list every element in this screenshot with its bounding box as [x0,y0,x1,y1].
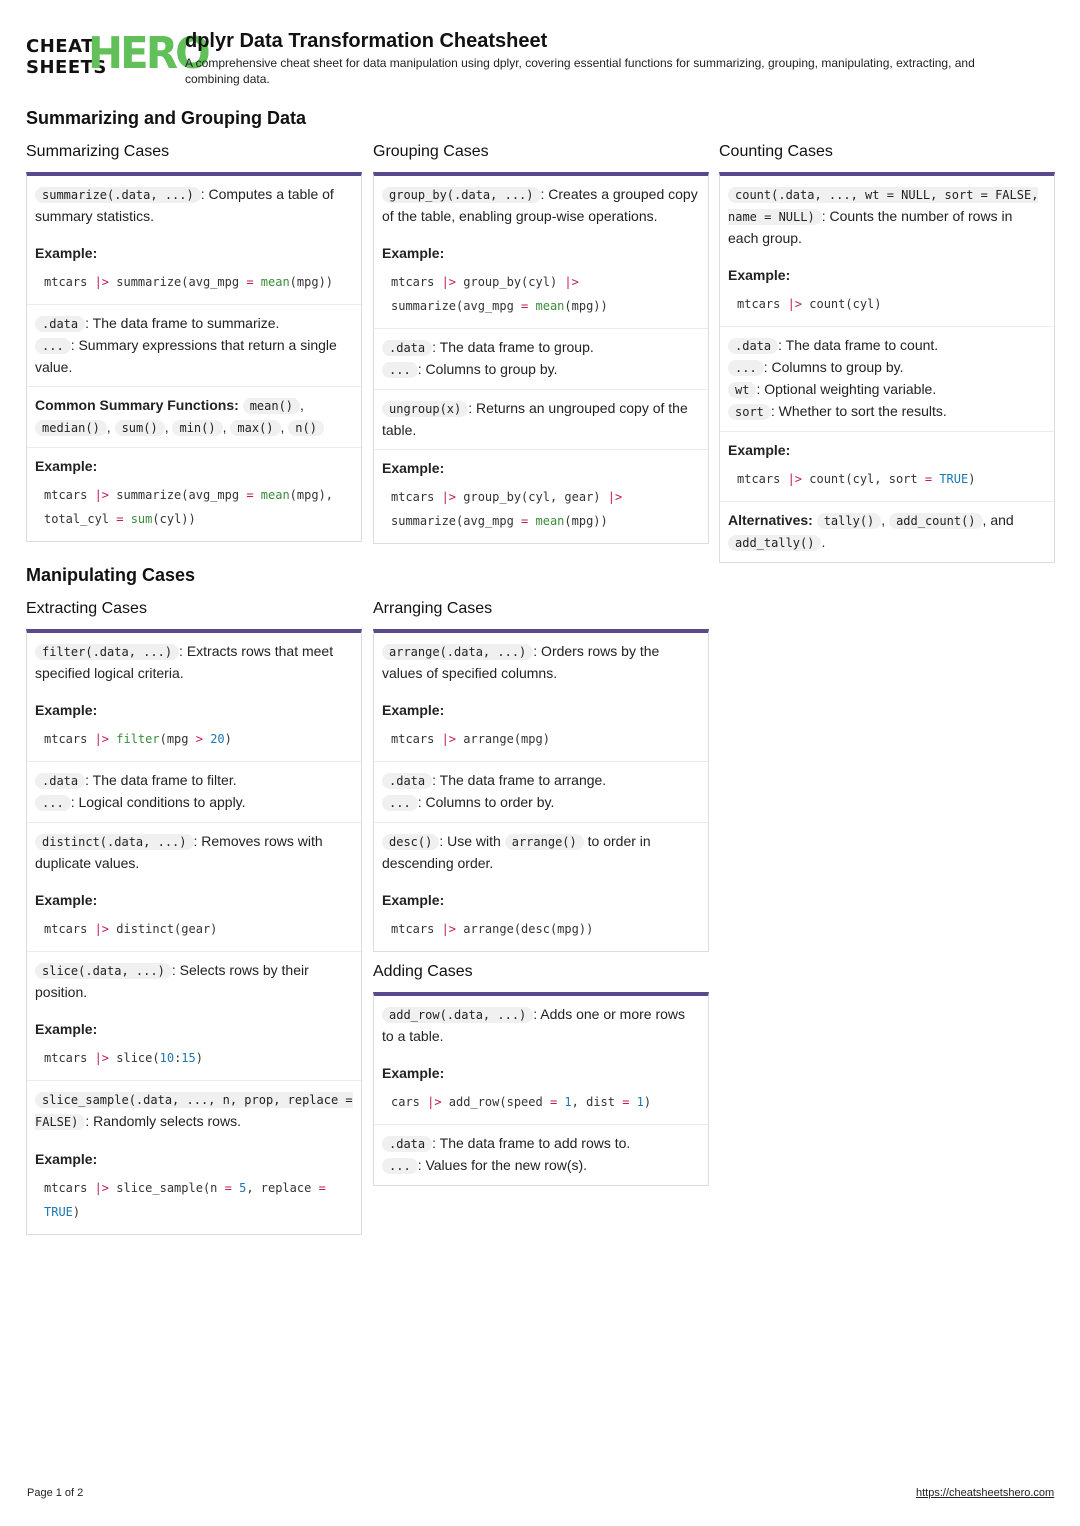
code-example: cars |> add_row(speed = 1, dist = 1) [391,1095,652,1109]
alt-label: Alternatives: [728,512,813,528]
fn-description: : Creates a grouped copy of the table, enabling group-wise operations. [382,186,698,224]
code-example: mtcars |> group_by(cyl) |> summarize(avg_mpg = mean(mpg)) [391,275,608,313]
distinct-block [27,823,361,952]
example-label: Example: [382,702,445,718]
code-example: mtcars |> filter(mpg > 20) [44,732,232,746]
arg-desc: : The data frame to filter. [85,772,237,788]
fn-signature: desc() [382,834,439,850]
arg-name: ... [382,795,418,811]
heading-arranging: Arranging Cases [373,600,493,617]
arg-desc: : Logical conditions to apply. [70,794,246,810]
common-fn: min() [172,420,222,436]
alt-fn: tally() [817,513,882,529]
code-example: mtcars |> arrange(mpg) [391,732,550,746]
filter-block [27,633,361,762]
fn-description: : Extracts rows that meet specified logical criteria. [35,643,334,681]
logo-sheets: SHEETS [26,57,107,78]
fn-signature: summarize(.data, ...) [35,187,201,203]
heading-counting: Counting Cases [719,143,833,160]
arg-name: wt [728,382,756,398]
fn-signature: filter(.data, ...) [35,644,179,660]
arg-desc: : Columns to group by. [417,361,558,377]
args-block [720,327,1054,432]
alt-end: . [821,534,826,550]
arg-name: .data [382,340,432,356]
arg-desc: : The data frame to add rows to. [432,1135,631,1151]
summarize-block [27,176,361,305]
card-grouping [373,172,709,544]
fn-description: to order in descending order. [382,833,651,871]
example-label: Example: [382,460,445,476]
fn-signature: distinct(.data, ...) [35,834,194,850]
card-arranging [373,629,709,952]
common-fn: mean() [243,398,300,414]
common-fn: median() [35,420,107,436]
common-fns-block: Common Summary Functions: mean() , median() , sum() , min() , max() , n() [27,387,361,448]
fn-description: : Orders rows by the values of specified columns. [382,643,660,681]
example-label: Example: [728,442,791,458]
logo[interactable] [26,28,208,80]
logo-hero: HERO [88,28,208,79]
arg-name: .data [35,316,85,332]
args-block [374,1125,708,1185]
example-label: Example: [35,458,98,474]
arg-name: ... [382,362,418,378]
arg-name: .data [35,773,85,789]
arg-desc: : Columns to order by. [417,794,555,810]
example-label: Example: [35,1151,98,1167]
common-fn: sum() [115,420,165,436]
arg-desc: : Summary expressions that return a single value. [35,337,337,375]
alt-and: , and [982,512,1014,528]
example-block [720,432,1054,502]
ungroup-block [374,390,708,450]
fn-signature: arrange(.data, ...) [382,644,533,660]
slice-sample-block [27,1081,361,1234]
alt-fn: add_count() [889,513,982,529]
arg-name: .data [728,338,778,354]
example-label: Example: [35,702,98,718]
arg-name: ... [35,338,71,354]
heading-extracting: Extracting Cases [26,600,147,617]
logo-cheat: CHEAT [26,36,94,57]
fn-signature: count(.data, ..., wt = NULL, sort = FALSE, name = NULL) [728,188,1039,224]
arg-desc: : The data frame to group. [432,339,594,355]
example-label: Example: [728,267,791,283]
group-by-block [374,176,708,329]
card-counting [719,172,1055,563]
heading-adding: Adding Cases [373,963,473,980]
fn-signature: ungroup(x) [382,401,468,417]
arrange-block [374,633,708,762]
example-label: Example: [382,892,445,908]
code-example: mtcars |> arrange(desc(mpg)) [391,922,594,936]
card-summarizing [26,172,362,542]
add-row-block [374,996,708,1125]
slice-block [27,952,361,1081]
arg-desc: : The data frame to summarize. [85,315,280,331]
code-example: mtcars |> slice(10:15) [44,1051,203,1065]
count-block [720,176,1054,327]
code-example: mtcars |> count(cyl, sort = TRUE) [737,472,976,486]
fn-description: : Computes a table of summary statistics. [35,186,334,224]
common-fn: n() [288,420,324,436]
heading-grouping: Grouping Cases [373,143,489,160]
fn-description: : Counts the number of rows in each group. [728,208,1013,246]
example-label: Example: [382,245,445,261]
fn-description: : Adds one or more rows to a table. [382,1006,686,1044]
fn-description: : Returns an ungrouped copy of the table. [382,400,688,438]
arg-desc: : Whether to sort the results. [770,403,947,419]
arg-name: ... [382,1158,418,1174]
fn-description: : Use with [439,833,501,849]
arg-name: .data [382,1136,432,1152]
arg-name: .data [382,773,432,789]
example-label: Example: [35,1021,98,1037]
fn-signature: slice_sample(.data, ..., n, prop, replace = FALSE) [35,1093,353,1129]
arg-desc: : The data frame to arrange. [432,772,607,788]
fn-description: : Randomly selects rows. [85,1113,241,1129]
arg-desc: : The data frame to count. [778,337,939,353]
arg-name: ... [35,795,71,811]
example-block [27,448,361,541]
fn-signature: add_row(.data, ...) [382,1007,533,1023]
arg-desc: : Optional weighting variable. [756,381,937,397]
site-link[interactable]: https://cheatsheetshero.com [916,1487,1055,1499]
alt-fn: add_tally() [728,535,821,551]
section-summarizing-grouping: Summarizing and Grouping Data [26,108,307,128]
page-number: Page 1 of 2 [27,1487,84,1499]
fn-description: : Removes rows with duplicate values. [35,833,323,871]
common-fn: max() [230,420,280,436]
args-block [374,329,708,390]
fn-description: : Selects rows by their position. [35,962,309,1000]
example-block [374,450,708,543]
fn-signature: slice(.data, ...) [35,963,172,979]
card-extracting [26,629,362,1235]
arg-desc: : Values for the new row(s). [417,1157,588,1173]
desc-block [374,823,708,951]
arg-name: sort [728,404,771,420]
code-example: mtcars |> distinct(gear) [44,922,218,936]
code-example: mtcars |> group_by(cyl, gear) |> summarize(avg_mpg = mean(mpg)) [391,490,623,528]
args-block [27,762,361,823]
args-block [27,305,361,387]
card-adding [373,992,709,1186]
example-label: Example: [35,892,98,908]
code-example: mtcars |> summarize(avg_mpg = mean(mpg)) [44,275,334,289]
common-label: Common Summary Functions: [35,397,239,413]
heading-summarizing: Summarizing Cases [26,143,170,160]
arg-desc: : Columns to group by. [763,359,904,375]
example-label: Example: [35,245,98,261]
page-title: dplyr Data Transformation Cheatsheet [185,30,548,52]
code-example: mtcars |> count(cyl) [737,297,882,311]
fn-signature: arrange() [505,834,584,850]
args-block [374,762,708,823]
example-label: Example: [382,1065,445,1081]
page-subtitle: A comprehensive cheat sheet for data manipulation using dplyr, covering essential functions for summarizing, grouping, manipulating, extracting, and combining data. [185,56,975,86]
arg-name: ... [728,360,764,376]
section-manipulating: Manipulating Cases [26,565,196,585]
code-example: mtcars |> summarize(avg_mpg = mean(mpg), total_cyl = sum(cyl)) [44,488,334,526]
alternatives-block: Alternatives: tally() , add_count() , and add_tally() . [728,512,1014,550]
code-example: mtcars |> slice_sample(n = 5, replace = TRUE) [44,1181,326,1219]
fn-signature: group_by(.data, ...) [382,187,541,203]
